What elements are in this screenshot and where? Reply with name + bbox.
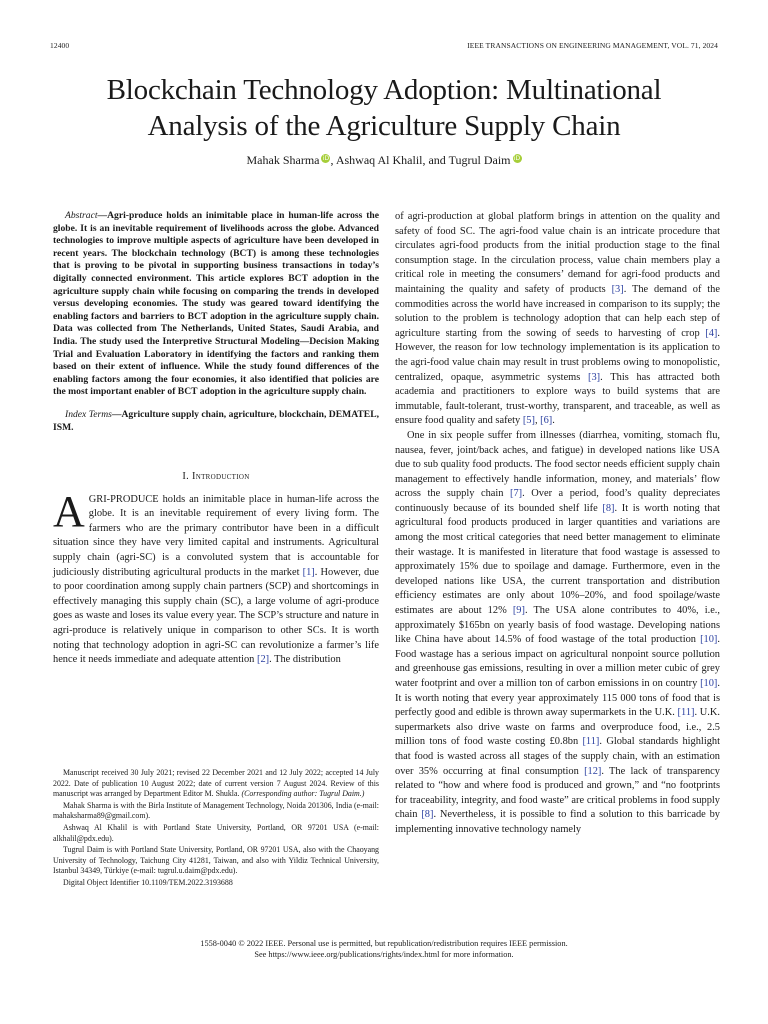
body-text: . It is worth noting that every year approximately 115 000 tons of food that is perfectly good and edible is thrown away supermarkets in the U.K. bbox=[395, 678, 720, 719]
citation-link[interactable]: [11] bbox=[582, 736, 600, 748]
body-text: . It is worth noting that agricultural food products produced in larger quantities and variations are among the most critical categories that need better management to eliminate their wastage. It is manifested in literature that food wastage is assessed to approximately 15% due to spoilage and damage. Furthermore, even in the developed nations like USA, the current transportation and distribution efficiency estimates are only about 10%–20%, and food spoilage/waste estimates are about 12% bbox=[395, 502, 720, 617]
citation-link[interactable]: [2] bbox=[256, 654, 270, 666]
corresponding-author: (Corresponding author: Tugrul Daim.) bbox=[241, 789, 365, 799]
paper-title bbox=[0, 72, 768, 144]
citation-link[interactable]: [9] bbox=[512, 605, 525, 617]
citation-link[interactable]: [10] bbox=[700, 678, 718, 689]
body-text: . bbox=[552, 415, 555, 427]
journal-header: IEEE TRANSACTIONS ON ENGINEERING MANAGEMENT, VOL. 71, 2024 bbox=[467, 41, 718, 50]
section-title: Introduction bbox=[191, 471, 250, 483]
citation-link[interactable]: [10] bbox=[700, 634, 718, 646]
citation-link[interactable]: [5] bbox=[522, 415, 535, 427]
section-number: I. bbox=[182, 471, 190, 483]
body-paragraph bbox=[395, 210, 720, 429]
copyright-line: 1558-0040 © 2022 IEEE. Personal use is permitted, but republication/redistribution requires IEEE permission. bbox=[200, 939, 568, 948]
intro-text: . The distribution bbox=[269, 654, 341, 666]
citation-link[interactable]: [12] bbox=[584, 765, 602, 777]
body-text: , bbox=[534, 415, 541, 427]
footnote-doi: Digital Object Identifier 10.1109/TEM.2022.3193688 bbox=[63, 877, 233, 887]
lead-word: GRI-PRODUCE bbox=[88, 493, 159, 505]
abstract-text: —Agri-produce holds an inimitable place in human-life across the globe. It is an inevitable requirement of livelihoods across the globe. Advanced technologies to improve multiple aspects of agriculture have been developed in recent years. The blockchain technology (BCT) is among these technologies that is proving to be pivotal in supporting business transactions in today’s digitally connected environment. This article explores BCT adoption in the agriculture supply chain while focusing on comparing the trends in developed versus developing economies. The study was geared toward identifying the enabling factors and barriers to BCT adoption in the agriculture supply chain. Data was collected from The Netherlands, United States, Saudi Arabia, and India. The study used the Interpretive Structural Modeling—Decision Making Trial and Evaluation Laboratory in identifying the factors and ranking them based on their extent of influence. While the study found differences of the enabling factors among the four economies, it also identified that policies are the most important enabler of BCT adoption in the agriculture supply chain. bbox=[53, 210, 379, 398]
body-text: . The demand of the commodities across the world have increased in comparison to its supply; the solution to the problem is technology adoption that can help each step of agriculture starting from the sowing of seeds to harvesting of crop bbox=[395, 283, 720, 339]
index-terms-text: —Agriculture supply chain, agriculture, blockchain, DEMATEL, ISM. bbox=[53, 408, 379, 433]
body-text: . The lack of transparency related to “how and where food is produced and grown,” and “no footprints for traceability, integrity, and food waste” are critical problems in food supply chain bbox=[395, 765, 720, 821]
body-text: . However, the reason for low technology implementation is its application to the agri-food value chain may result in trust problems owing to monopolistic, centralized, opaque, asymmetric systems bbox=[395, 327, 720, 383]
body-text: . This has attracted both academia and practitioners to explore ways to build systems that are immutable, fault-tolerant, trust-worthy, transparent, and traceable, as well as ensure food quality and safety bbox=[395, 371, 720, 427]
citation-link[interactable]: [8] bbox=[421, 809, 434, 821]
footnote-affiliation: Mahak Sharma is with the Birla Institute of Management Technology, Noida 201306, India (e-mail: mahaksharma89@gmail.com). bbox=[53, 800, 379, 821]
section-heading bbox=[53, 470, 379, 485]
abstract bbox=[53, 210, 379, 399]
citation-link[interactable]: [6] bbox=[540, 415, 553, 427]
right-column bbox=[395, 210, 720, 838]
body-text: . Food wastage has a serious impact on agricultural nonpoint source pollution and greenhouse gas emissions, resulting in over a million meter cubic of grey water footprint and over a million ton of carbon emissions in on country bbox=[395, 634, 720, 689]
left-column bbox=[53, 210, 379, 668]
intro-text: . However, due to poor coordination among supply chain partners (SCP) and shortcomings in effectively managing this supply chain (SC), a large volume of agri-produce goes as waste and loses its value every year. The SCP’s structure and nature in agri-produce is relatively unique in comparison to other SCs. It is worth noting that technology adoption in agri-SC can revolutionize a farmer’s life hence it needs immediate and adequate attention bbox=[53, 566, 380, 666]
citation-link[interactable]: [4] bbox=[705, 327, 718, 339]
orcid-icon[interactable]: iD bbox=[513, 155, 521, 162]
intro-text: holds an inimitable place in human-life across the globe. It is an inevitable requirement of every living form. The farmers who are the primary contributor have been in a difficult situation since they have very limited capital and instruments. Agricultural supply chain (agri-SC) is a convoluted system that is accountable for judiciously distributing agricultural products in the market bbox=[53, 493, 379, 578]
title-line: Analysis of the Agriculture Supply Chain bbox=[147, 110, 621, 142]
footnotes bbox=[53, 768, 379, 890]
citation-link[interactable]: [3] bbox=[588, 371, 601, 383]
author-names: , Ashwaq Al Khalil, and Tugrul Daim bbox=[330, 153, 511, 167]
footnote-affiliation: Tugrul Daim is with Portland State University, Portland, OR 97201 USA, also with the Chaoyang University of Technology, Taichung City 41281, Taiwan, and also with Yildiz Technical University, Istanbul 34349, Türkiye (e-mail: tugrul.u.daim@pdx.edu). bbox=[53, 845, 379, 876]
body-text: . U.K. supermarkets also drive waste on farms and overproduce food, i.e., 2.5 million tons of food waste costing £0.8bn bbox=[395, 707, 720, 748]
citation-link[interactable]: [7] bbox=[510, 488, 523, 500]
body-text: . The USA alone contributes to 40%, i.e., approximately $165bn on yearly basis of food wastage. Developing nations like China have about 14.5% of food wastage of the total production bbox=[395, 605, 721, 646]
body-paragraph bbox=[395, 429, 720, 838]
author-name: Mahak Sharma bbox=[246, 153, 320, 167]
drop-cap: A bbox=[53, 486, 85, 536]
copyright-link-line[interactable]: See https://www.ieee.org/publications/rights/index.html for more information. bbox=[254, 950, 514, 959]
index-terms-label: Index Terms bbox=[65, 408, 112, 420]
orcid-icon[interactable]: iD bbox=[322, 155, 330, 162]
body-text: One in six people suffer from illnesses (diarrhea, vomiting, stomach flu, nausea, fever, joint/back aches, and fatigue) in developed nations like USA due to sub quality food products. The food sector needs efficient supply chain management to effectively handle information, money, and materials’ flow across the supply chain bbox=[395, 429, 720, 500]
footnote-text: Manuscript received 30 July 2021; revised 22 December 2021 and 12 July 2022; accepted 14 July 2022. Date of publication 10 August 2022; date of current version 7 August 2024. Review of this manuscript was arranged by Department Editor M. Shukla. bbox=[53, 768, 379, 799]
footnote-manuscript bbox=[53, 768, 379, 800]
footnote-affiliation: Ashwaq Al Khalil is with Portland State University, Portland, OR 97201 USA (e-mail: alkhalil@pdx.edu). bbox=[53, 822, 379, 843]
abstract-label: Abstract bbox=[65, 210, 98, 221]
citation-link[interactable]: [8] bbox=[602, 502, 615, 514]
title-line: Blockchain Technology Adoption: Multinational bbox=[106, 74, 662, 106]
body-text: . Nevertheless, it is possible to find a solution to this barricade by implementing innovative technology namely bbox=[395, 809, 720, 835]
body-text: . Over a period, food’s quality depreciates continuously because of its bounded shelf life bbox=[395, 488, 720, 514]
author-list bbox=[0, 152, 768, 168]
citation-link[interactable]: [11] bbox=[677, 707, 695, 719]
body-text: . Global standards highlight that food is wasted across all stages of the supply chain, with an estimation over 35% occurring at final consumption bbox=[395, 736, 720, 777]
body-text: of agri-production at global platform brings in attention on the quality and safety of food SC. The agri-food value chain is an intricate procedure that circulates agri-food products from the initial production stage to the final consumption stage. In the circulation process, value chain members play a critical role in meeting the consumers’ demand for agri-food products and maintaining the quality and safety of products bbox=[395, 211, 720, 295]
index-terms bbox=[53, 409, 379, 434]
intro-paragraph bbox=[53, 486, 380, 668]
citation-link[interactable]: [1] bbox=[302, 566, 315, 578]
copyright-notice bbox=[0, 938, 768, 960]
page-number: 12400 bbox=[50, 41, 70, 50]
citation-link[interactable]: [3] bbox=[611, 283, 624, 295]
